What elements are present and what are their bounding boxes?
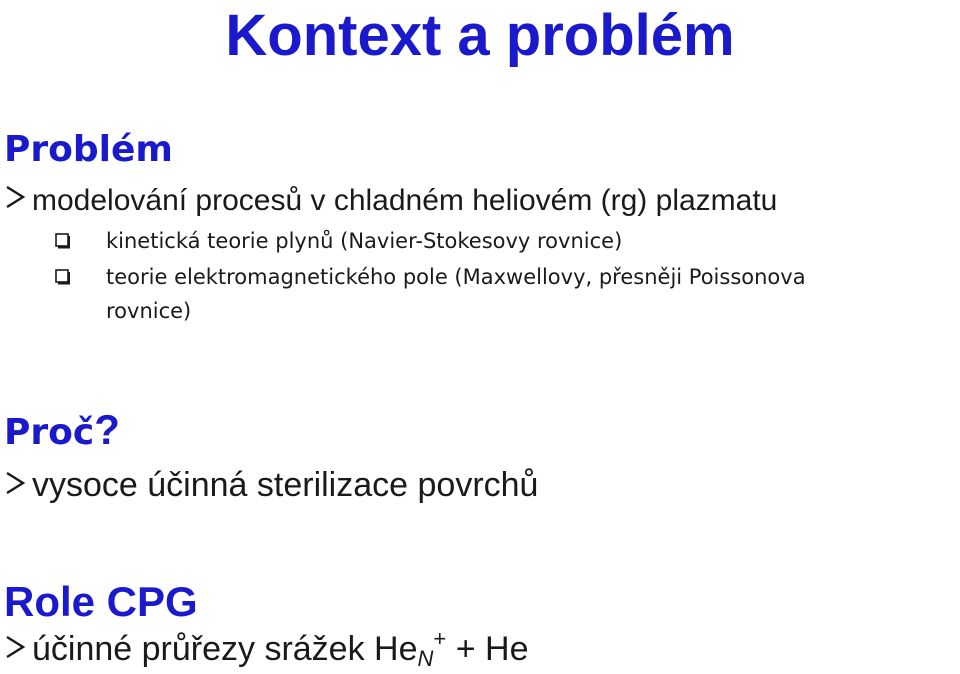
cpg-role-heading: Role CPG — [4, 578, 198, 625]
ion-superscript: + — [433, 626, 447, 651]
checkbox-bullet-icon — [54, 268, 72, 286]
cpg-role-main-point — [4, 628, 528, 674]
arrowhead-bullet-icon — [4, 634, 28, 660]
why-heading — [4, 408, 120, 455]
why-heading-question-mark: ? — [94, 406, 120, 453]
problem-sub-text-2: teorie elektromagnetického pole (Maxwellovy, přesněji Poissonova — [106, 265, 806, 289]
ion-subscript: N — [417, 646, 434, 671]
cpg-role-text-prefix: účinné průřezy srážek He — [32, 630, 418, 668]
arrowhead-bullet-icon — [4, 470, 28, 496]
problem-sub-text-2-continuation: rovnice) — [106, 299, 192, 323]
problem-sub-text-1: kinetická teorie plynů (Navier-Stokesovy rovnice) — [106, 229, 623, 253]
cpg-role-text-suffix: + He — [446, 630, 529, 668]
problem-sub-point-1 — [54, 226, 622, 257]
slide-title: Kontext a problém — [225, 3, 735, 68]
why-main-text: vysoce účinná sterilizace povrchů — [32, 466, 539, 504]
why-heading-word: Proč — [4, 412, 95, 453]
cpg-role-main-text — [32, 628, 528, 674]
problem-main-text: modelování procesů v chladném heliovém (rg) plazmatu — [32, 184, 778, 217]
problem-main-point — [4, 182, 777, 220]
why-main-point — [4, 464, 538, 506]
problem-heading: Problém — [4, 129, 173, 170]
problem-sub-point-2 — [54, 262, 806, 293]
arrowhead-bullet-icon — [4, 184, 28, 210]
checkbox-bullet-icon — [54, 232, 72, 250]
